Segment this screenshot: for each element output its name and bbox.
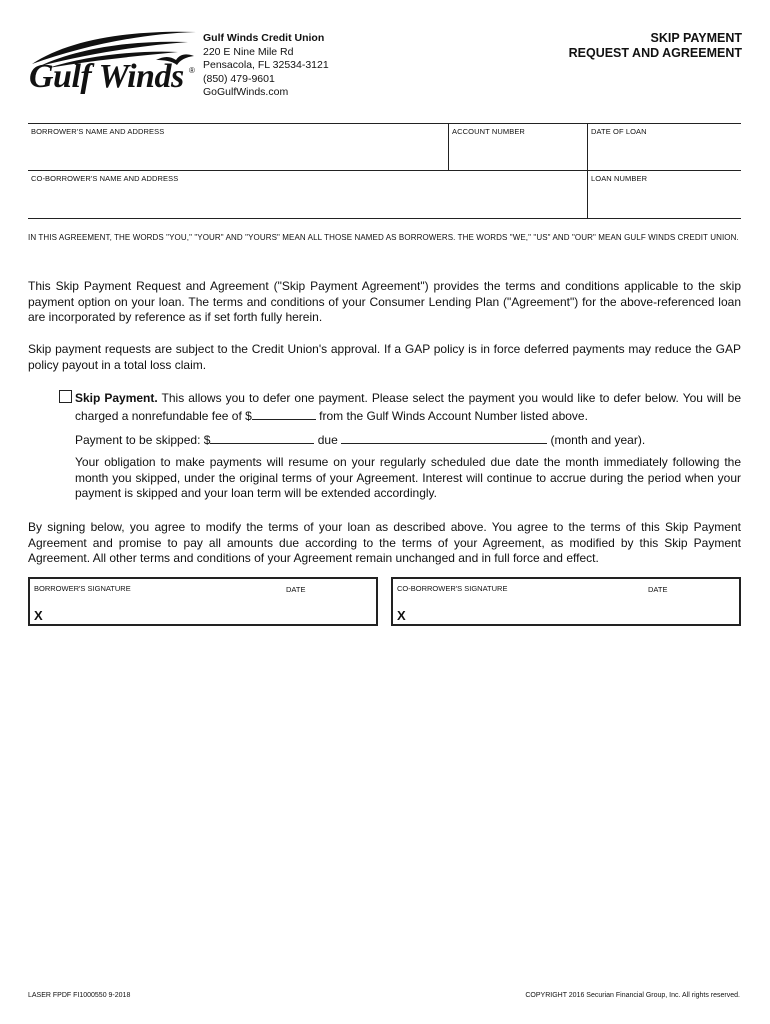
payment-amount-input[interactable] [210, 431, 314, 444]
skip-payment-text-end: from the Gulf Winds Account Number listed above. [315, 408, 588, 423]
form-title-line1: SKIP PAYMENT [650, 31, 742, 45]
signing-paragraph: By signing below, you agree to modify the terms of your loan as described above. You agree to the terms of this Skip Payment Agreement and promise to pay all amounts due according to the terms of your Agreement, as modified by this Skip Payment Agreement. All other terms and conditions of your Agreement remain unchanged and in full force and effect. [28, 520, 741, 565]
co-borrower-signature-x: X [397, 608, 406, 623]
form-number: LASER FPDF FI1000550 9-2018 [28, 992, 131, 999]
credit-union-address [203, 32, 329, 100]
payment-skipped-line [75, 431, 741, 449]
date-of-loan-field[interactable] [588, 124, 741, 170]
due-month-year-input[interactable] [341, 431, 547, 444]
co-borrower-name-field[interactable] [28, 171, 587, 218]
loan-info-grid [28, 123, 741, 219]
payment-skipped-label: Payment to be skipped: $ [75, 433, 211, 447]
fee-amount-input[interactable] [252, 407, 316, 420]
co-borrower-signature-label: CO-BORROWER'S SIGNATURE [397, 584, 508, 593]
skip-payment-paragraph [75, 391, 741, 424]
obligation-paragraph: Your obligation to make payments will resume on your regularly scheduled due date the month immediately following the month you skipped, under the original terms of your Agreement. Interest will continue to accrue during the period when your payment is skipped and your loan term will be extended accordingly. [75, 455, 741, 500]
borrower-name-field[interactable] [28, 124, 448, 170]
co-borrower-date-label: DATE [648, 585, 668, 594]
skip-payment-checkbox[interactable] [59, 390, 72, 403]
logo-registered-mark: ® [189, 66, 195, 75]
form-title-line2: REQUEST AND AGREEMENT [568, 46, 742, 60]
definitions-text: IN THIS AGREEMENT, THE WORDS "YOU," "YOUR" AND "YOURS" MEAN ALL THOSE NAMED AS BORROWERS. THE WORDS "WE," "US" AND "OUR" MEAN GULF WINDS CREDIT UNION. [28, 233, 739, 242]
form-title [569, 31, 742, 61]
borrower-signature-x: X [34, 608, 43, 623]
copyright-notice: COPYRIGHT 2016 Securian Financial Group, Inc. All rights reserved. [525, 992, 740, 999]
credit-union-city: Pensacola, FL 32534-3121 [203, 59, 329, 71]
account-number-label: ACCOUNT NUMBER [452, 127, 525, 136]
month-year-label: (month and year). [547, 433, 646, 447]
skip-payment-heading: Skip Payment. [75, 391, 158, 405]
credit-union-street: 220 E Nine Mile Rd [203, 45, 294, 58]
credit-union-website[interactable]: GoGulfWinds.com [203, 86, 289, 98]
intro-paragraph: This Skip Payment Request and Agreement ("Skip Payment Agreement") provides the terms and conditions applicable to the skip payment option on your loan. The terms and conditions of your Consumer Lending Plan ("Agreement") for the above-referenced loan are incorporated by reference as if set forth fully herein. [28, 279, 741, 324]
credit-union-name: Gulf Winds Credit Union [203, 32, 325, 44]
co-borrower-name-label: CO-BORROWER'S NAME AND ADDRESS [31, 174, 179, 183]
account-number-field[interactable] [449, 124, 587, 170]
co-borrower-signature-box[interactable] [391, 577, 741, 626]
borrower-signature-label: BORROWER'S SIGNATURE [34, 584, 131, 593]
skip-payment-text: This allows you to defer one payment. Please select the payment you would like to defer below. You will be charged a nonrefundable fee of $ [75, 391, 742, 423]
date-of-loan-label: DATE OF LOAN [591, 127, 647, 136]
approval-paragraph: Skip payment requests are subject to the Credit Union's approval. If a GAP policy is in force deferred payments may reduce the GAP policy payout in a total loss claim. [28, 342, 741, 372]
borrower-signature-box[interactable] [28, 577, 378, 626]
logo-wordmark: Gulf Winds [29, 58, 184, 95]
credit-union-phone: (850) 479-9601 [203, 72, 275, 85]
loan-number-field[interactable] [588, 171, 741, 218]
due-label: due [314, 433, 342, 447]
borrower-name-label: BORROWER'S NAME AND ADDRESS [31, 127, 165, 136]
borrower-date-label: DATE [286, 585, 306, 594]
loan-number-label: LOAN NUMBER [591, 174, 648, 183]
